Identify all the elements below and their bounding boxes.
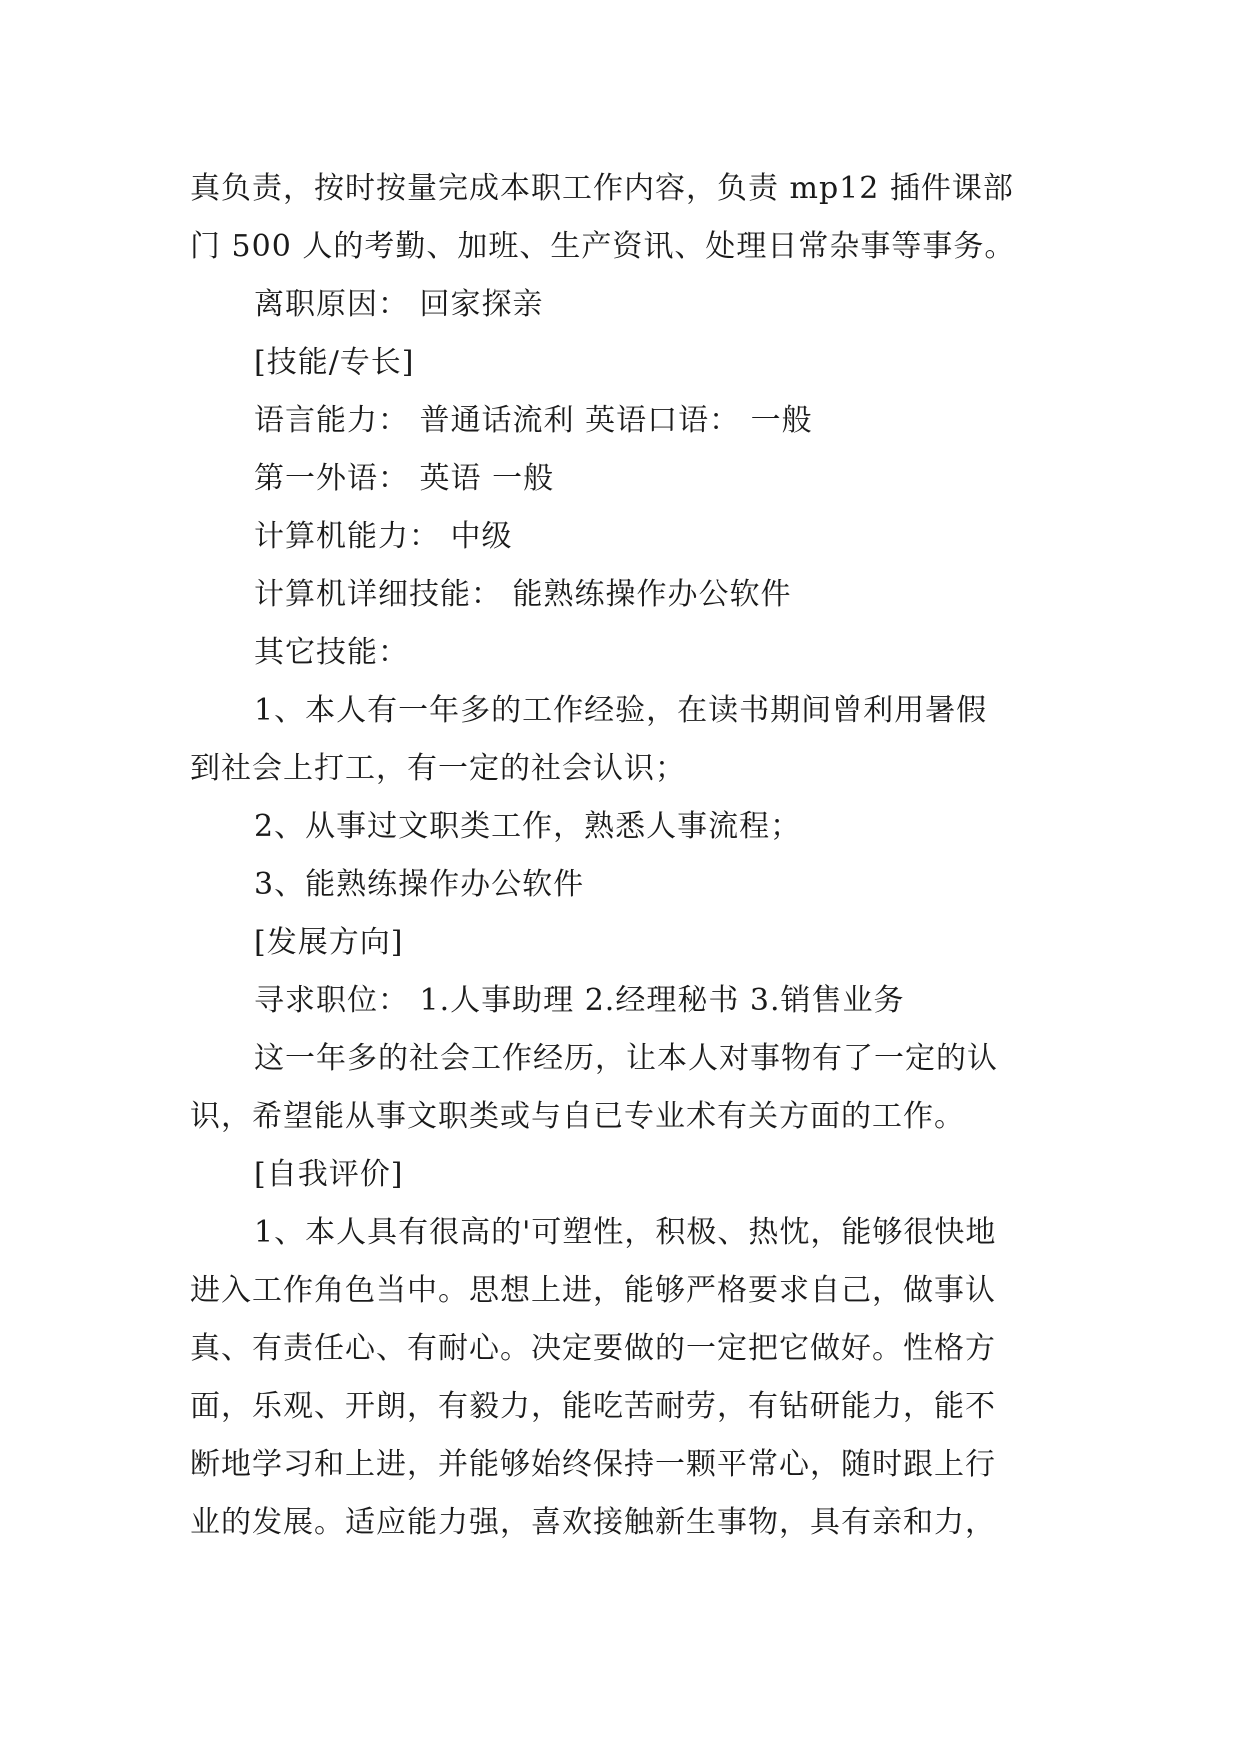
paragraph-duty-description: [190, 160, 1050, 276]
text-line: 业的发展。适应能力强，喜欢接触新生事物，具有亲和力，: [190, 1505, 996, 1540]
text-line: 面，乐观、开朗，有毅力，能吃苦耐劳，有钻研能力，能不: [190, 1389, 996, 1424]
text-line: 1、本人有一年多的工作经验，在读书期间曾利用暑假: [254, 693, 988, 728]
text-line: [发展方向]: [254, 925, 404, 960]
text-line: 门 500 人的考勤、加班、生产资讯、处理日常杂事等事务。: [190, 229, 1016, 264]
section-heading-career: [190, 914, 1050, 972]
paragraph-experience: [190, 1030, 1050, 1146]
text-line: 语言能力： 普通话流利 英语口语： 一般: [254, 403, 813, 438]
text-line: 这一年多的社会工作经历，让本人对事物有了一定的认: [254, 1041, 998, 1076]
section-heading-self-evaluation: [190, 1146, 1050, 1204]
text-line: 真负责，按时按量完成本职工作内容，负责 mp12 插件课部: [190, 171, 1014, 206]
paragraph-leave-reason: [190, 276, 1050, 334]
list-item-skill-2: [190, 798, 1050, 856]
text-line: 真、有责任心、有耐心。决定要做的一定把它做好。性格方: [190, 1331, 996, 1366]
text-line: 识，希望能从事文职类或与自已专业术有关方面的工作。: [190, 1099, 965, 1134]
paragraph-self-evaluation-1: [190, 1204, 1050, 1552]
paragraph-language-ability: [190, 392, 1050, 450]
text-line: 离职原因： 回家探亲: [254, 287, 544, 322]
text-line: 第一外语： 英语 一般: [254, 461, 555, 496]
text-line: 1、本人具有很高的'可塑性，积极、热忱，能够很快地: [254, 1215, 997, 1250]
text-line: 其它技能：: [254, 635, 409, 670]
text-line: 到社会上打工，有一定的社会认识；: [190, 751, 686, 786]
text-line: [技能/专长]: [254, 345, 415, 380]
paragraph-desired-position: [190, 972, 1050, 1030]
text-line: 3、能熟练操作办公软件: [254, 867, 585, 902]
paragraph-computer-ability: [190, 508, 1050, 566]
paragraph-computer-skills: [190, 566, 1050, 624]
paragraph-other-skills: [190, 624, 1050, 682]
text-line: 寻求职位： 1.人事助理 2.经理秘书 3.销售业务: [254, 983, 905, 1018]
text-line: 断地学习和上进，并能够始终保持一颗平常心，随时跟上行: [190, 1447, 996, 1482]
list-item-skill-1: [190, 682, 1050, 798]
text-line: 进入工作角色当中。思想上进，能够严格要求自己，做事认: [190, 1273, 996, 1308]
text-line: [自我评价]: [254, 1157, 404, 1192]
text-line: 计算机详细技能： 能熟练操作办公软件: [254, 577, 792, 612]
document-body: [190, 160, 1050, 1552]
paragraph-foreign-language: [190, 450, 1050, 508]
section-heading-skills: [190, 334, 1050, 392]
list-item-skill-3: [190, 856, 1050, 914]
text-line: 2、从事过文职类工作，熟悉人事流程；: [254, 809, 802, 844]
text-line: 计算机能力： 中级: [254, 519, 513, 554]
